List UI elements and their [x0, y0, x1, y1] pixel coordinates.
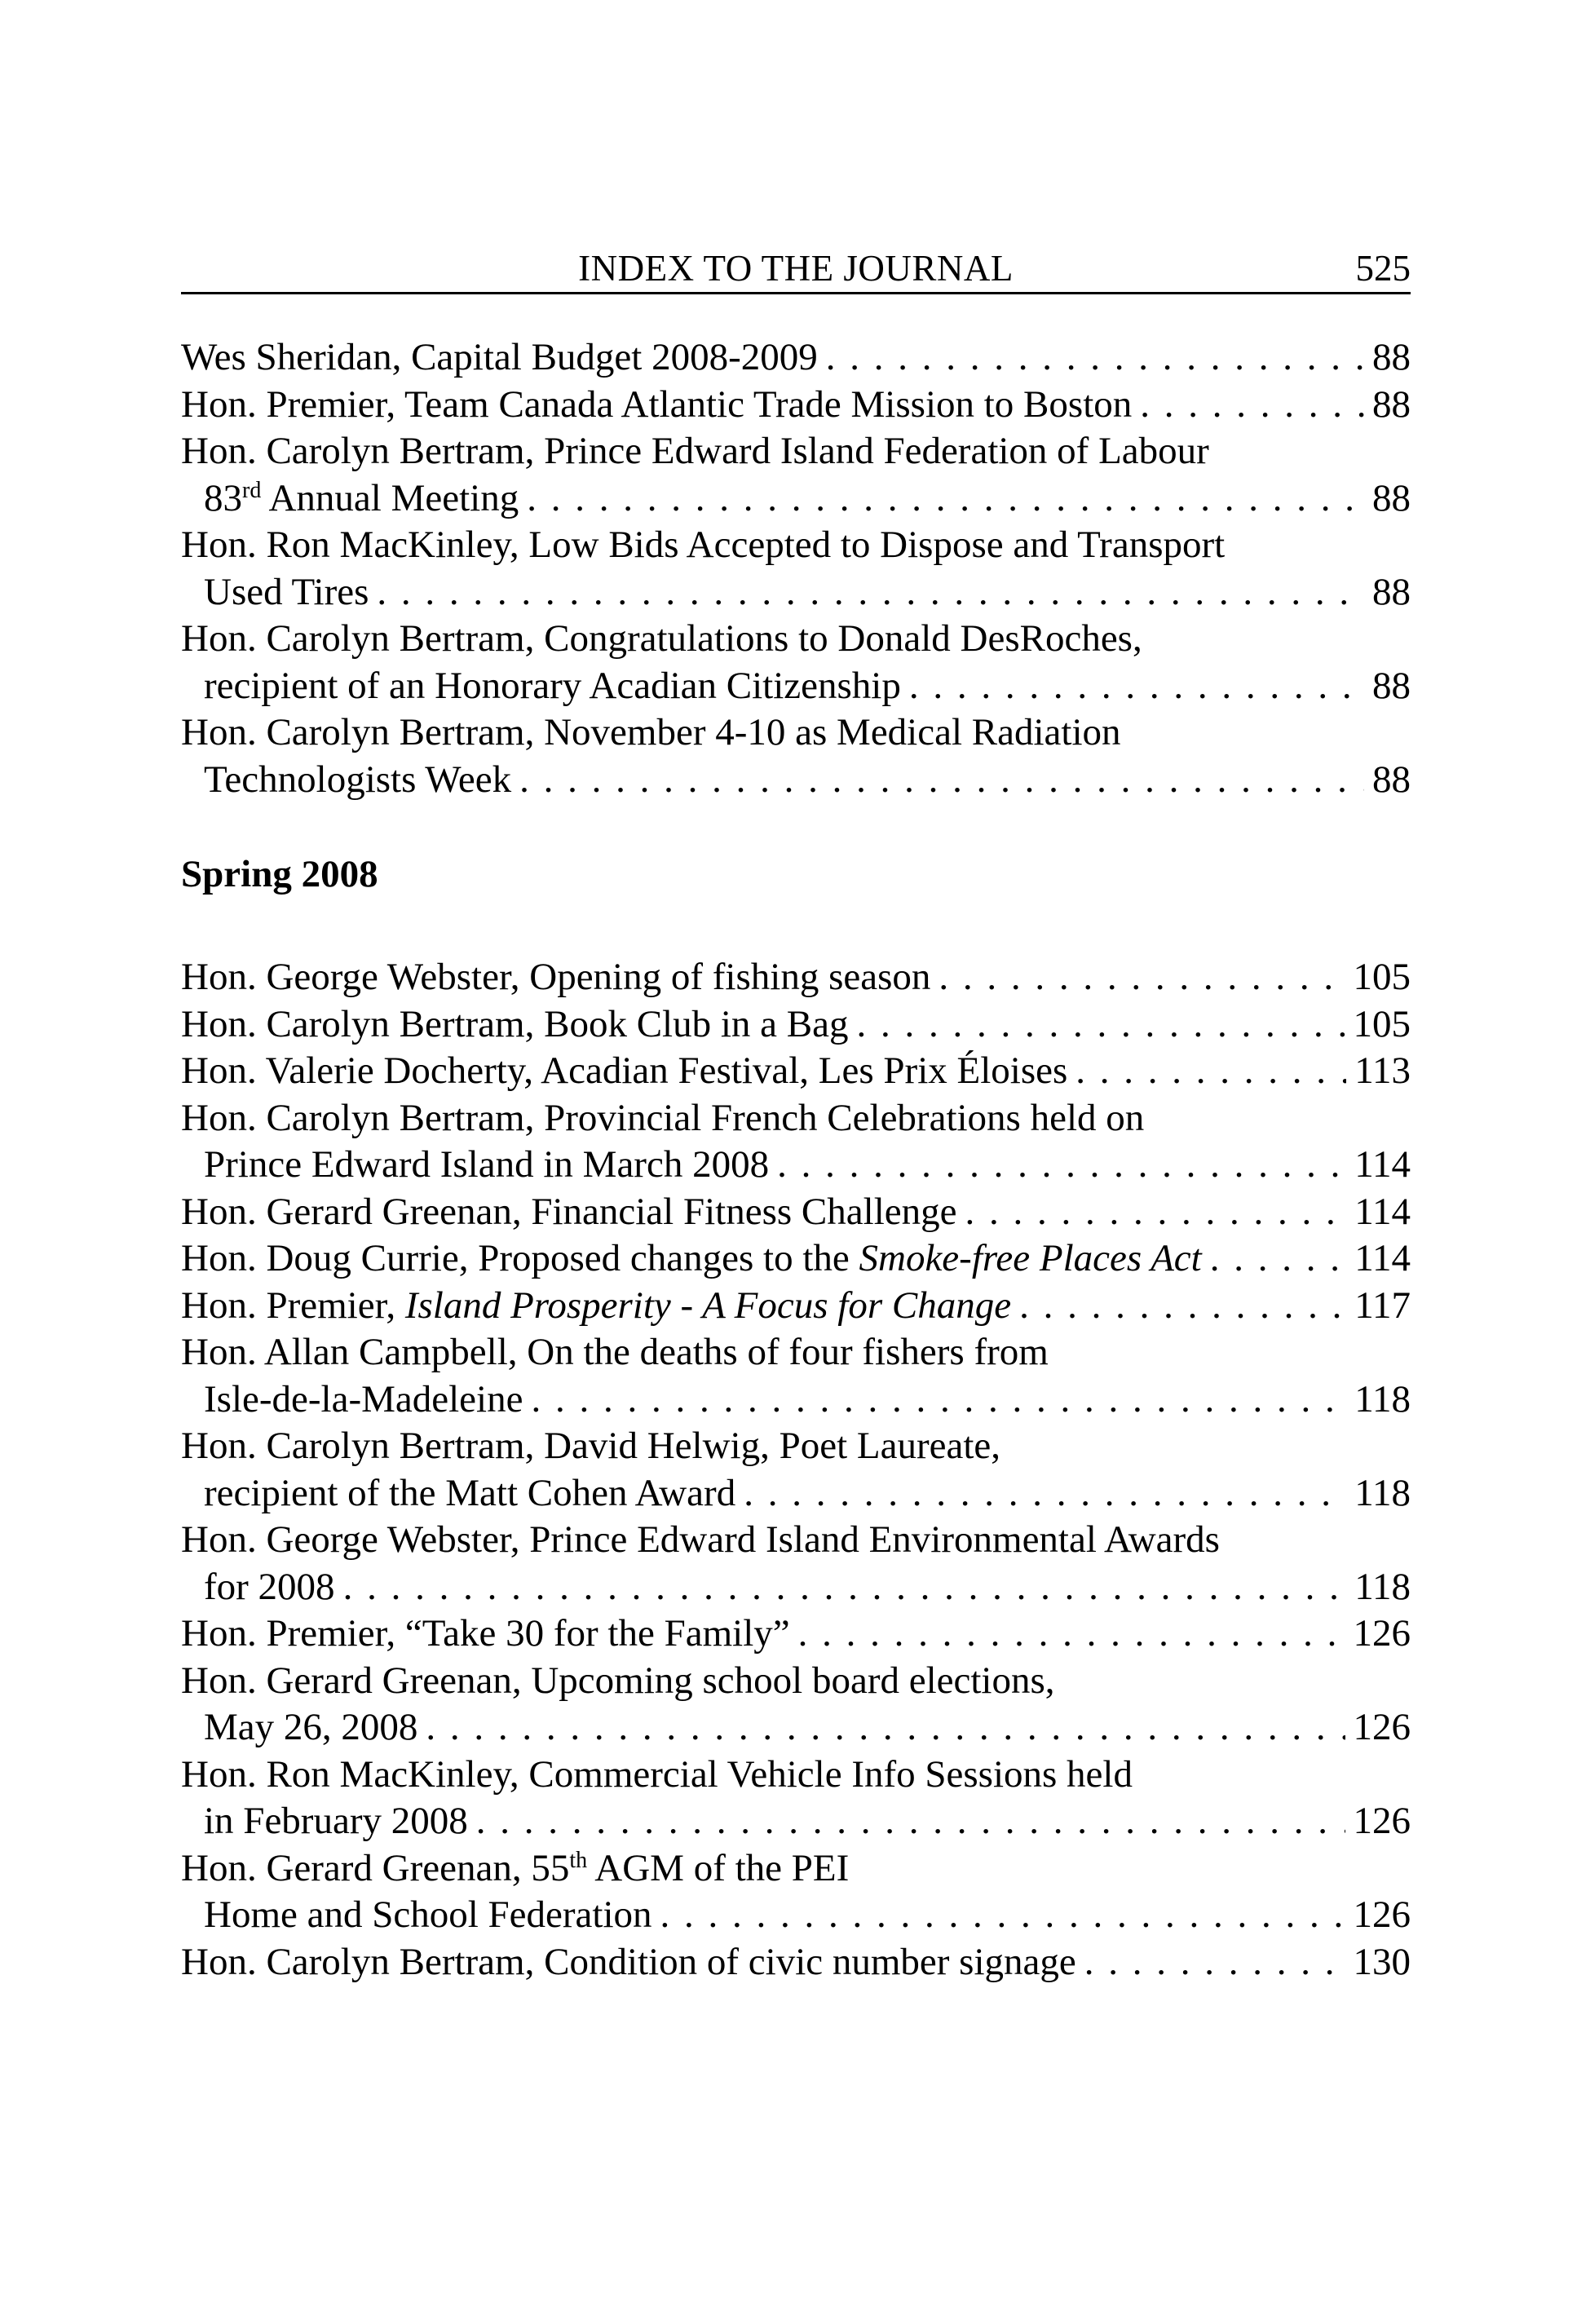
index-entry	[181, 1752, 1411, 1845]
entry-text-tail: AGM of the PEI	[587, 1846, 850, 1889]
entry-text-continued	[204, 475, 519, 523]
dot-leader	[377, 569, 1364, 616]
entry-page: 114	[1354, 1190, 1411, 1233]
entry-page: 114	[1354, 1237, 1411, 1279]
section-heading: Spring 2008	[181, 853, 378, 895]
dot-leader	[1084, 1939, 1345, 1986]
entry-page: 118	[1354, 1377, 1411, 1420]
entry-text-tail: Annual Meeting	[261, 476, 519, 519]
index-section-2	[181, 954, 1411, 1986]
entry-text: Hon. Gerard Greenan, Upcoming school board elections,	[181, 1659, 1055, 1702]
ordinal-number: 83	[204, 476, 242, 519]
index-entry	[181, 382, 1411, 429]
dot-leader	[1075, 1048, 1346, 1095]
entry-text: Hon. Premier, Team Canada Atlantic Trade Mission to Boston	[181, 382, 1133, 426]
entry-text: Hon. Carolyn Bertram, Book Club in a Bag	[181, 1002, 849, 1045]
ordinal-suffix: rd	[242, 477, 262, 503]
entry-text-continued: in February 2008	[204, 1800, 468, 1842]
entry-text-lead: Hon. Premier,	[181, 1284, 405, 1327]
entry-page: 88	[1372, 382, 1411, 426]
entry-text: Hon. Allan Campbell, On the deaths of four fishers from	[181, 1331, 1049, 1373]
dot-leader	[798, 1610, 1345, 1658]
entry-page: 118	[1354, 1471, 1411, 1514]
entry-page: 105	[1353, 956, 1411, 998]
index-entry	[181, 1658, 1411, 1752]
index-entry	[181, 1235, 1411, 1283]
entry-text: Hon. Carolyn Bertram, Congratulations to Donald DesRoches,	[181, 617, 1142, 660]
index-entry	[181, 1001, 1411, 1049]
index-entry	[181, 1610, 1411, 1658]
entry-text: Hon. Ron MacKinley, Low Bids Accepted to Dispose and Transport	[181, 524, 1226, 566]
dot-leader	[531, 1376, 1346, 1424]
index-entry	[181, 954, 1411, 1001]
entry-text-lead: Hon. Doug Currie, Proposed changes to the	[181, 1237, 859, 1279]
index-entry	[181, 522, 1411, 616]
index-entry	[181, 428, 1411, 522]
entry-text: Hon. Premier, “Take 30 for the Family”	[181, 1612, 790, 1655]
dot-leader	[1019, 1283, 1346, 1330]
dot-leader	[856, 1001, 1345, 1049]
entry-text	[181, 1235, 1202, 1283]
entry-text-continued: Isle-de-la-Madeleine	[204, 1377, 523, 1420]
entry-page: 126	[1353, 1612, 1411, 1655]
entry-text-continued: recipient of the Matt Cohen Award	[204, 1471, 736, 1514]
entry-page: 88	[1372, 336, 1411, 378]
entry-page: 126	[1353, 1706, 1411, 1748]
entry-page: 88	[1372, 570, 1411, 613]
index-entry	[181, 1517, 1411, 1610]
entry-text: Hon. George Webster, Opening of fishing season	[181, 956, 931, 998]
dot-leader	[826, 334, 1364, 382]
entry-text: Hon. Carolyn Bertram, Prince Edward Island Federation of Labour	[181, 430, 1209, 472]
index-entry	[181, 709, 1411, 803]
dot-leader	[909, 663, 1364, 710]
dot-leader	[965, 1189, 1346, 1236]
entry-text-continued: Prince Edward Island in March 2008	[204, 1143, 770, 1186]
act-title: Smoke-free Places Act	[859, 1237, 1202, 1279]
ordinal-suffix: th	[569, 1847, 588, 1873]
entry-text-continued: May 26, 2008	[204, 1706, 418, 1748]
entry-page: 114	[1354, 1143, 1411, 1186]
entry-text: Hon. Ron MacKinley, Commercial Vehicle Info Sessions held	[181, 1752, 1133, 1796]
entry-text-lead: Hon. Gerard Greenan, 55	[181, 1846, 570, 1889]
entry-page: 118	[1354, 1565, 1411, 1608]
index-entry	[181, 1283, 1411, 1330]
entry-text: Hon. George Webster, Prince Edward Island Environmental Awards	[181, 1518, 1220, 1561]
entry-text: Hon. Valerie Docherty, Acadian Festival, Les Prix Éloises	[181, 1049, 1068, 1092]
entry-text: Wes Sheridan, Capital Budget 2008-2009	[181, 336, 818, 378]
entry-page: 88	[1372, 476, 1411, 519]
entry-text-continued: Home and School Federation	[204, 1893, 652, 1936]
page-number: 525	[1355, 248, 1411, 289]
entry-text	[181, 1845, 849, 1893]
index-entry	[181, 1048, 1411, 1095]
entry-page: 126	[1353, 1800, 1411, 1842]
entry-page: 113	[1354, 1049, 1411, 1092]
index-entry	[181, 1329, 1411, 1423]
entry-text: Hon. Carolyn Bertram, November 4-10 as Medical Radiation	[181, 711, 1121, 753]
dot-leader	[744, 1470, 1346, 1518]
dot-leader	[1210, 1235, 1347, 1283]
entry-page: 126	[1353, 1893, 1411, 1936]
index-section-1	[181, 334, 1411, 803]
dot-leader	[527, 475, 1364, 523]
entry-text-continued: for 2008	[204, 1565, 335, 1608]
index-entry	[181, 1423, 1411, 1517]
entry-text: Hon. Carolyn Bertram, David Helwig, Poet Laureate,	[181, 1425, 1000, 1467]
dot-leader	[1140, 382, 1364, 429]
dot-leader	[777, 1142, 1346, 1189]
running-header	[181, 245, 1411, 294]
index-entry	[181, 616, 1411, 709]
entry-text	[181, 1283, 1011, 1330]
dot-leader	[519, 757, 1364, 804]
dot-leader	[343, 1564, 1347, 1611]
index-entry	[181, 1845, 1411, 1939]
index-entry	[181, 1189, 1411, 1236]
index-entry	[181, 1939, 1411, 1986]
entry-text-continued: Used Tires	[204, 570, 369, 613]
entry-page: 88	[1372, 758, 1411, 801]
entry-page: 117	[1354, 1284, 1411, 1327]
entry-text-continued: Technologists Week	[204, 758, 512, 801]
entry-page: 130	[1353, 1940, 1411, 1983]
entry-page: 105	[1353, 1002, 1411, 1045]
dot-leader	[426, 1704, 1345, 1752]
index-entry	[181, 334, 1411, 382]
entry-text: Hon. Gerard Greenan, Financial Fitness Challenge	[181, 1190, 957, 1233]
index-entry	[181, 1095, 1411, 1189]
entry-text: Hon. Carolyn Bertram, Condition of civic number signage	[181, 1940, 1076, 1983]
dot-leader	[939, 954, 1345, 1001]
entry-text: Hon. Carolyn Bertram, Provincial French Celebrations held on	[181, 1096, 1145, 1139]
entry-page: 88	[1372, 664, 1411, 707]
dot-leader	[660, 1892, 1345, 1939]
header-title: INDEX TO THE JOURNAL	[578, 248, 1014, 289]
entry-text-continued: recipient of an Honorary Acadian Citizenship	[204, 664, 901, 707]
document-title: Island Prosperity - A Focus for Change	[404, 1284, 1012, 1327]
dot-leader	[476, 1798, 1345, 1845]
